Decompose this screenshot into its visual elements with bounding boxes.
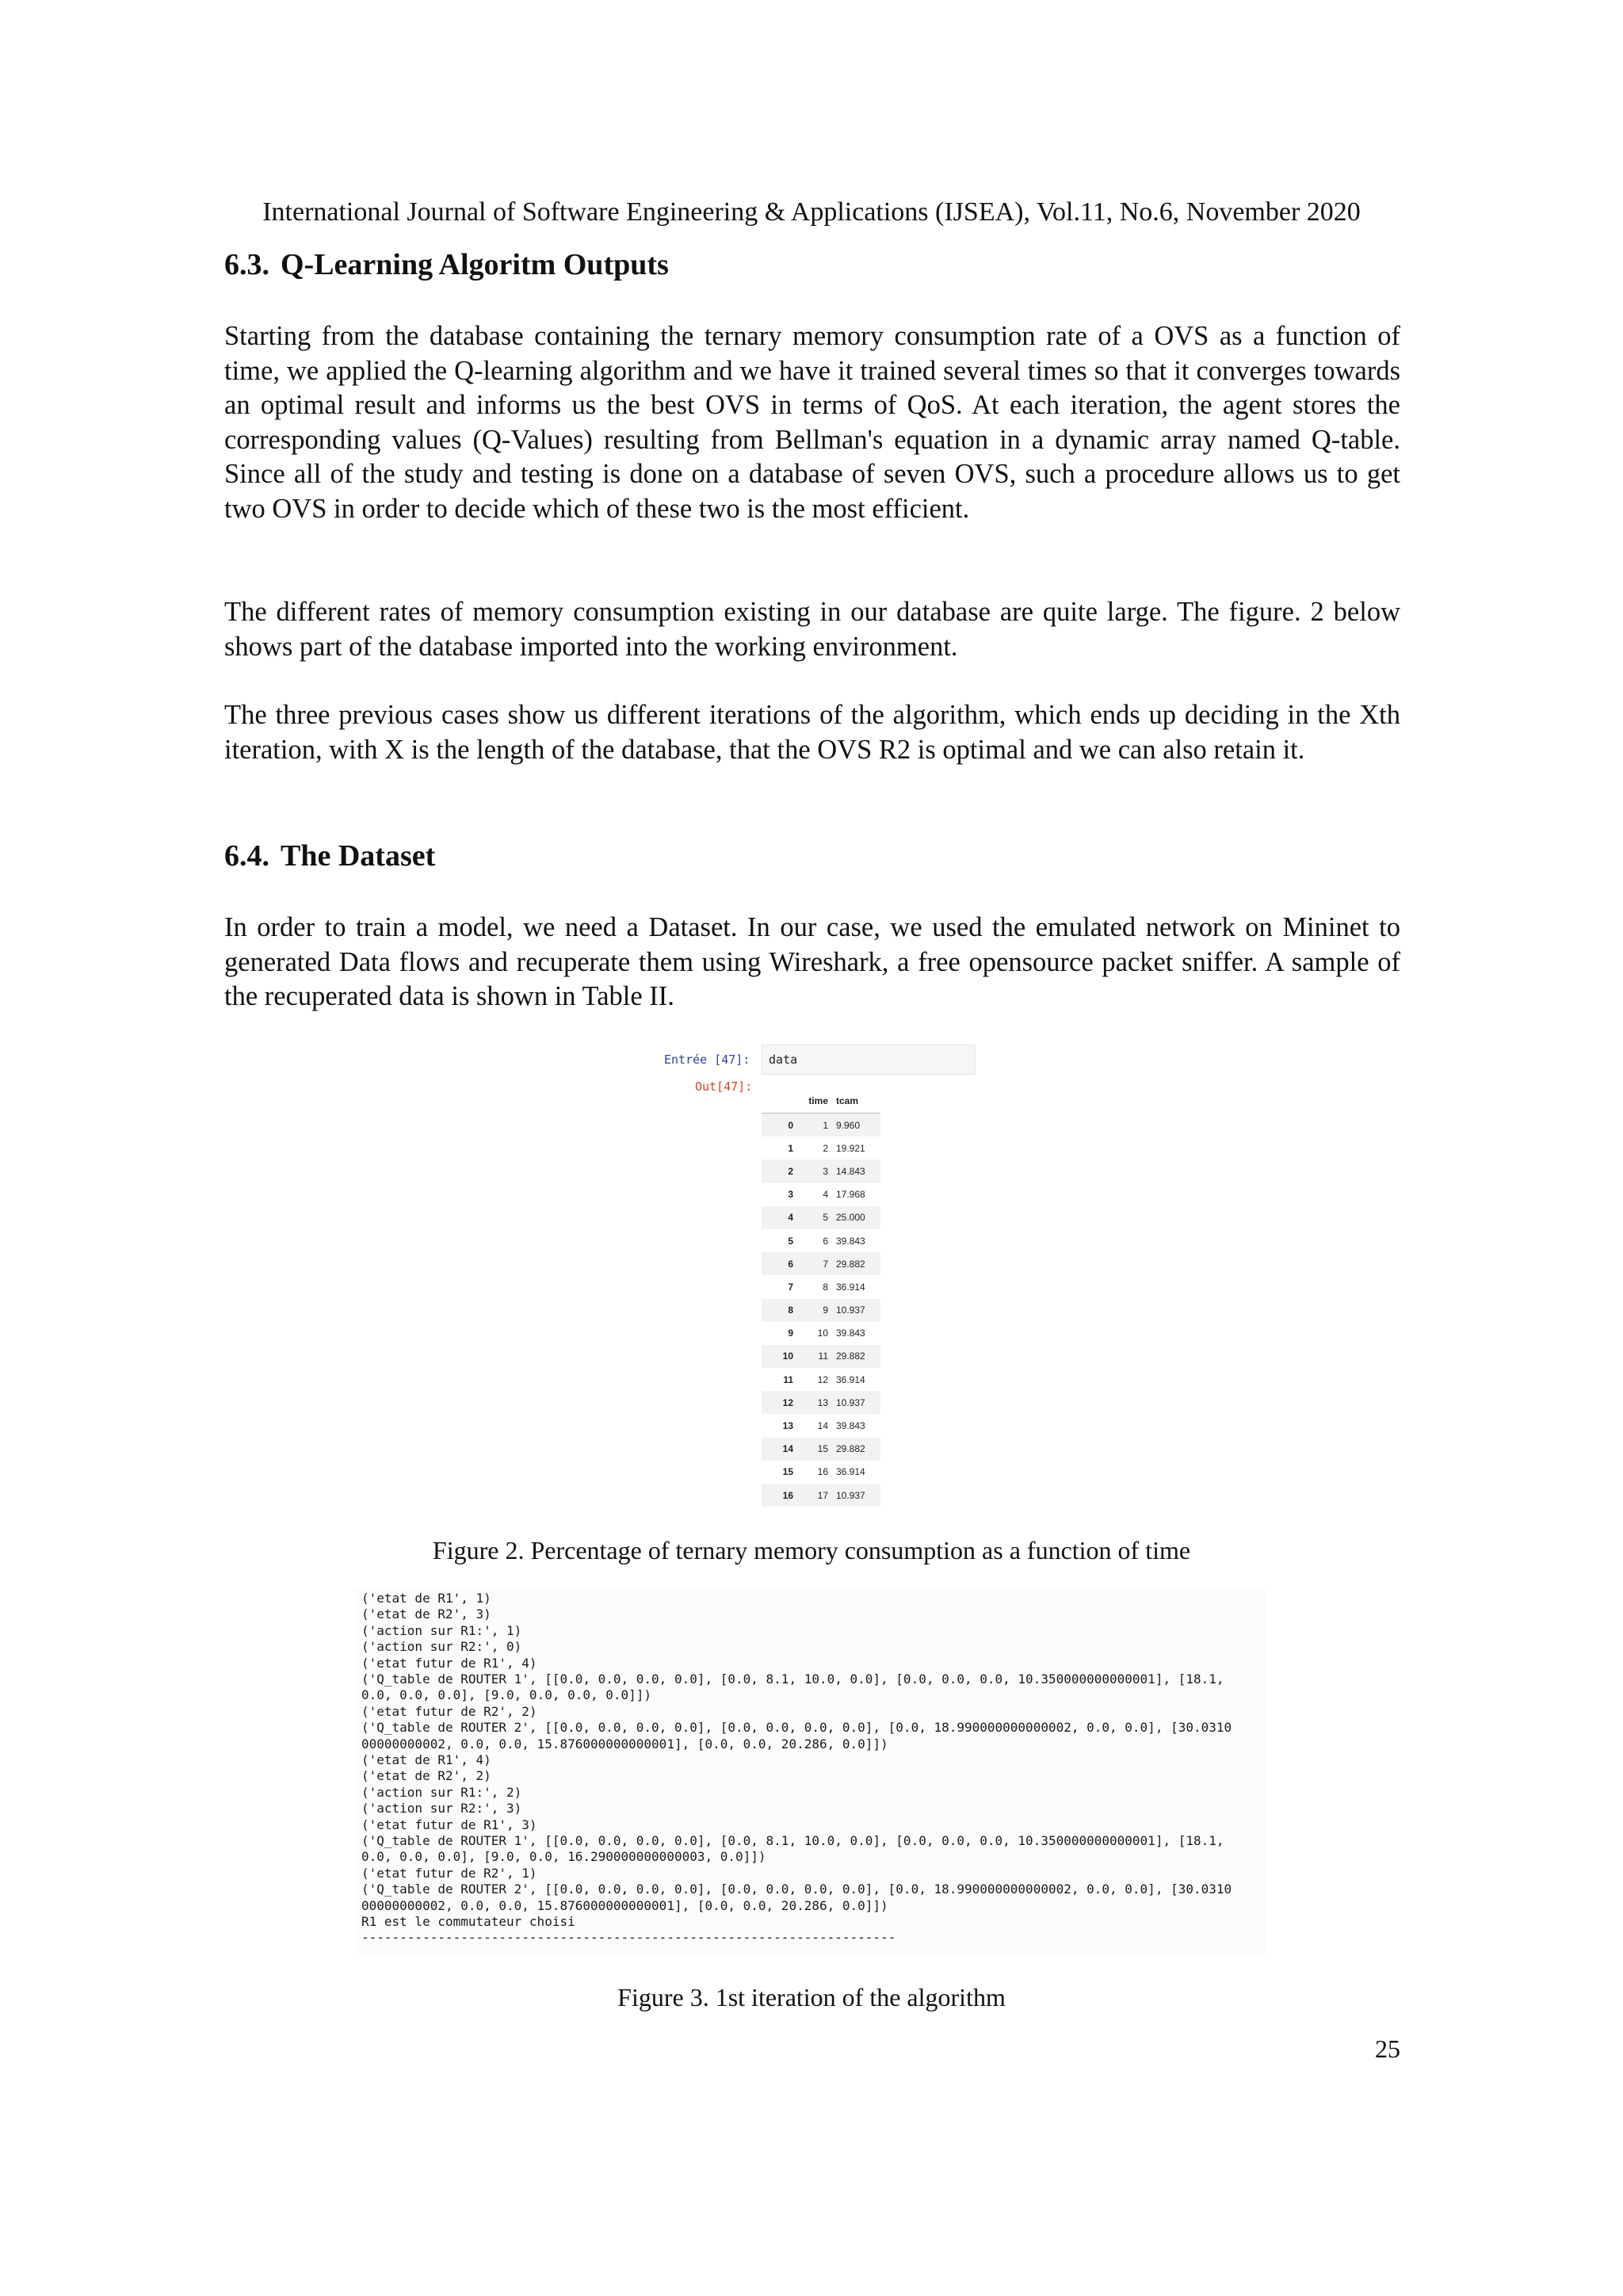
- table-row: [762, 1206, 880, 1229]
- console-line: ('etat de R2', 2): [361, 1768, 491, 1784]
- tcam-cell: 29.882: [836, 1443, 865, 1455]
- table-row: [762, 1414, 880, 1437]
- time-cell: 13: [817, 1396, 828, 1408]
- paragraph: The three previous cases show us different iterations of the algorithm, which ends up deciding in the Xth iteration, with X is the length of the database, that the OVS R2 is optimal and we can also retain it.: [224, 700, 1400, 765]
- row-index: 3: [788, 1189, 793, 1201]
- input-code: data: [769, 1052, 798, 1067]
- time-cell: 17: [817, 1489, 828, 1501]
- tcam-cell: 36.914: [836, 1281, 865, 1293]
- table-row: [762, 1438, 880, 1461]
- tcam-cell: 19.921: [836, 1142, 865, 1154]
- console-line: ('etat futur de R2', 2): [361, 1703, 537, 1719]
- table-row: [762, 1229, 880, 1252]
- console-line: ('etat futur de R1', 3): [361, 1817, 537, 1832]
- section-number: 6.4.: [224, 839, 269, 873]
- table-row: [762, 1345, 880, 1368]
- paragraph: Starting from the database containing the ternary memory consumption rate of a OVS as a function of time, we applied the Q-learning algorithm and we have it trained several times so that it converges towards an optimal result and informs us the best OVS in terms of QoS. At each iteration, the agent stores the corresponding values (Q-Values) resulting from Bellman's equation in a dynamic array named Q-table. Since all of the study and testing is done on a database of seven OVS, such a procedure allows us to get two OVS in order to decide which of these two is the most efficient.: [224, 321, 1400, 524]
- table-row: [762, 1114, 880, 1137]
- tcam-cell: 39.843: [836, 1235, 865, 1247]
- table-row: [762, 1461, 880, 1484]
- console-line: R1 est le commutateur choisi: [361, 1914, 575, 1929]
- row-index: 11: [783, 1373, 793, 1385]
- tcam-cell: 10.937: [836, 1305, 865, 1316]
- console-line: ('action sur R2:', 3): [361, 1801, 522, 1817]
- tcam-cell: 10.937: [836, 1489, 865, 1501]
- time-cell: 14: [817, 1420, 828, 1432]
- table-row: [762, 1368, 880, 1391]
- time-cell: 6: [823, 1235, 828, 1247]
- column-header-tcam: tcam: [831, 1089, 880, 1114]
- time-cell: 12: [817, 1373, 828, 1385]
- table-row: [762, 1299, 880, 1322]
- row-index: 9: [788, 1328, 793, 1339]
- time-cell: 5: [823, 1212, 828, 1224]
- console-line: ('Q_table de ROUTER 1', [[0.0, 0.0, 0.0, 0.0], [0.0, 8.1, 10.0, 0.0], [0.0, 0.0, 0.0, 10.350000000000001], [18.1,: [361, 1833, 1224, 1848]
- row-index: 6: [788, 1258, 793, 1270]
- output-prompt: Out[47]:: [695, 1079, 753, 1094]
- time-cell: 11: [818, 1350, 828, 1362]
- page-number: 25: [1375, 2034, 1400, 2063]
- tcam-cell: 36.914: [836, 1373, 865, 1385]
- section-heading-6-4: [224, 837, 435, 875]
- row-index: 12: [782, 1396, 793, 1408]
- time-cell: 16: [817, 1466, 828, 1478]
- time-cell: 2: [823, 1142, 828, 1154]
- figure-3-caption: Figure 3. 1st iteration of the algorithm: [617, 1983, 1006, 2011]
- row-index: 10: [782, 1350, 793, 1362]
- console-line: 00000000002, 0.0, 0.0, 15.876000000000001], [0.0, 0.0, 20.286, 0.0]]): [361, 1736, 888, 1752]
- row-index: 5: [788, 1235, 793, 1247]
- console-line: ('etat de R1', 1): [361, 1591, 491, 1606]
- paragraph: The different rates of memory consumption existing in our database are quite large. The figure. 2 below shows part of the database imported into the working environment.: [224, 597, 1400, 662]
- tcam-cell: 10.937: [836, 1396, 865, 1408]
- running-head: International Journal of Software Engineering & Applications (IJSEA), Vol.11, No.6, November 2020: [262, 197, 1361, 227]
- time-cell: 10: [817, 1328, 828, 1339]
- tcam-cell: 25.000: [836, 1212, 865, 1224]
- console-line: ('etat de R2', 3): [361, 1606, 491, 1622]
- console-line: 0.0, 0.0, 0.0], [9.0, 0.0, 16.290000000000003, 0.0]]): [361, 1849, 766, 1865]
- time-cell: 9: [823, 1305, 828, 1316]
- section-number: 6.3.: [224, 248, 269, 281]
- console-output: [355, 1589, 1266, 1954]
- row-index: 15: [782, 1466, 793, 1478]
- section-title: The Dataset: [281, 839, 436, 873]
- console-line: ('Q_table de ROUTER 2', [[0.0, 0.0, 0.0, 0.0], [0.0, 0.0, 0.0, 0.0], [0.0, 18.990000000000002, 0.0, 0.0], [30.0310: [361, 1881, 1232, 1897]
- tcam-cell: 17.968: [836, 1189, 865, 1201]
- column-header-time: time: [796, 1089, 831, 1114]
- tcam-cell: 39.843: [836, 1420, 865, 1432]
- section-title: Q-Learning Algoritm Outputs: [281, 248, 669, 281]
- console-line: ('Q_table de ROUTER 2', [[0.0, 0.0, 0.0, 0.0], [0.0, 0.0, 0.0, 0.0], [0.0, 18.990000000000002, 0.0, 0.0], [30.0310: [361, 1720, 1232, 1736]
- tcam-cell: 29.882: [836, 1350, 865, 1362]
- console-line: ('etat futur de R1', 4): [361, 1655, 537, 1671]
- console-line: ('Q_table de ROUTER 1', [[0.0, 0.0, 0.0, 0.0], [0.0, 8.1, 10.0, 0.0], [0.0, 0.0, 0.0, 10.350000000000001], [18.1,: [361, 1671, 1224, 1687]
- console-line: ----------------------------------------------------------------------: [361, 1930, 896, 1946]
- dataframe-table: [762, 1089, 880, 1507]
- table-row: [762, 1137, 880, 1159]
- input-prompt: Entrée [47]:: [664, 1052, 750, 1067]
- console-line: 00000000002, 0.0, 0.0, 15.876000000000001], [0.0, 0.0, 20.286, 0.0]]): [361, 1897, 888, 1913]
- time-cell: 3: [823, 1165, 828, 1177]
- table-row: [762, 1159, 880, 1182]
- console-line: ('etat de R1', 4): [361, 1752, 491, 1767]
- row-index: 16: [782, 1489, 793, 1501]
- row-index: 13: [782, 1420, 793, 1432]
- tcam-cell: 29.882: [836, 1258, 865, 1270]
- tcam-cell: 14.843: [836, 1165, 865, 1177]
- tcam-cell: 9.960: [836, 1119, 861, 1131]
- time-cell: 4: [823, 1189, 828, 1201]
- console-line: ('action sur R1:', 2): [361, 1784, 522, 1800]
- console-line: ('action sur R1:', 1): [361, 1622, 522, 1638]
- paragraph: In order to train a model, we need a Dataset. In our case, we used the emulated network on Mininet to generated Data flows and recuperate them using Wireshark, a free opensource packet sniffer. A sample of the recuperated data is shown in Table II.: [224, 912, 1400, 1011]
- row-index: 14: [782, 1443, 793, 1455]
- console-line: ('etat futur de R2', 1): [361, 1865, 537, 1881]
- tcam-cell: 36.914: [836, 1466, 865, 1478]
- table-header-row: [762, 1089, 880, 1114]
- row-index: 1: [788, 1142, 793, 1154]
- time-cell: 1: [823, 1119, 828, 1131]
- section-heading-6-3: [224, 246, 669, 284]
- table-row: [762, 1322, 880, 1345]
- table-row: [762, 1183, 880, 1206]
- time-cell: 7: [823, 1258, 828, 1270]
- row-index: 7: [788, 1281, 793, 1293]
- tcam-cell: 39.843: [836, 1328, 865, 1339]
- table-row: [762, 1484, 880, 1507]
- console-line: ('action sur R2:', 0): [361, 1639, 522, 1655]
- row-index: 0: [788, 1119, 793, 1131]
- time-cell: 15: [817, 1443, 828, 1455]
- row-index: 2: [788, 1165, 793, 1177]
- table-row: [762, 1391, 880, 1414]
- table-row: [762, 1252, 880, 1275]
- time-cell: 8: [823, 1281, 828, 1293]
- row-index: 8: [788, 1305, 793, 1316]
- notebook-figure: [650, 1043, 983, 1511]
- figure-2-caption: Figure 2. Percentage of ternary memory consumption as a function of time: [432, 1536, 1191, 1564]
- console-line: 0.0, 0.0, 0.0], [9.0, 0.0, 0.0, 0.0]]): [361, 1687, 652, 1703]
- table-row: [762, 1275, 880, 1298]
- index-header: [762, 1089, 796, 1114]
- row-index: 4: [788, 1212, 793, 1224]
